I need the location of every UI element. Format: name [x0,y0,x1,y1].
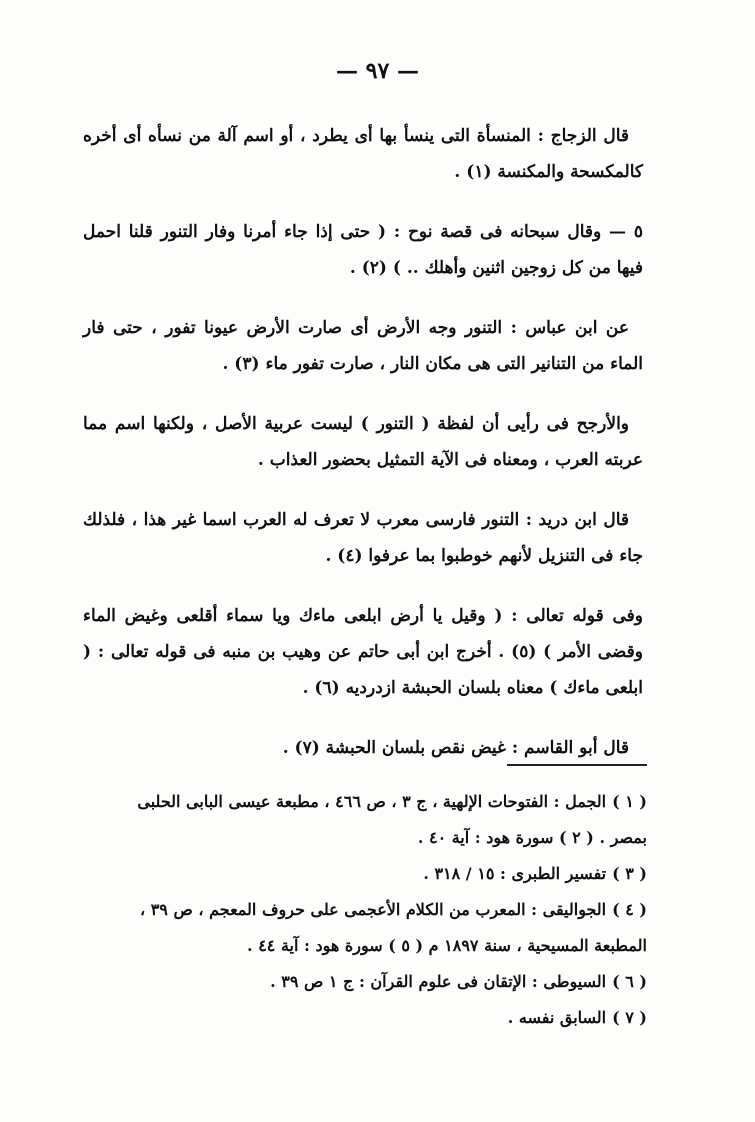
footnote [107,856,647,892]
paragraph: عن ابن عباس : التنور وجه الأرض أى صارت الأرض عيونا تفور ، حتى فار الماء من التنانير التى هى مكان النار ، صارت تفور ماء (٣) . [83,318,643,374]
footnote [107,892,647,964]
footnote-text: الجمل : الفتوحات الإلهية ، ج ٣ ، ص ٤٦٦ ، مطبعة عيسى البابى الحلبى بمصر . ( ٢ ) سورة هود : آية ٤٠ . [137,792,647,847]
body-text [83,118,643,766]
footnote [107,964,647,1000]
paragraph: والأرجح فى رأيى أن لفظة ( التنور ) ليست عربية الأصل ، ولكنها اسم مما عربته العرب ، ومعناه فى الآية التمثيل بحضور العذاب . [83,414,643,470]
footnote-separator [507,764,647,766]
paragraph: قال أبو القاسم : غيض نقص بلسان الحبشة (٧) . [282,738,629,758]
footnote-number: ( ٤ ) [612,900,647,919]
footnote-text: السيوطى : الإتقان فى علوم القرآن : ج ١ ص ٣٩ . [270,972,607,991]
footnote-number: ( ١ ) [612,792,647,811]
footnote-number: ( ٣ ) [612,864,647,883]
paragraph: وفى قوله تعالى : ( وقيل يا أرض ابلعى ماءك ويا سماء أقلعى وغيض الماء وقضى الأمر ) (٥) . أخرج ابن أبى حاتم عن وهيب بن منبه فى قوله تعالى : ( ابلعى ماءك ) معناه بلسان الحبشة ازدرديه (٦) . [83,606,644,698]
footnote-text: تفسير الطبرى : ١٥ / ٣١٨ . [423,864,607,883]
page-number: — ٩٧ — [336,58,419,84]
footnote-number: ( ٦ ) [612,972,647,991]
footnote [107,784,647,856]
footnote-text: السابق نفسه . [507,1008,607,1027]
footnotes [107,784,647,1036]
footnote-number: ( ٧ ) [612,1008,647,1027]
paragraph: ٥ — وقال سبحانه فى قصة نوح : ( حتى إذا جاء أمرنا وفار التنور قلنا احمل فيها من كل زوجين اثنين وأهلك .. ) (٢) . [83,222,643,278]
footnote [107,1000,647,1036]
paragraph: قال ابن دريد : التنور فارسى معرب لا تعرف له العرب اسما غير هذا ، فلذلك جاء فى التنزيل لأنهم خوطبوا بما عرفوا (٤) . [83,510,643,566]
footnote-text: الجواليقى : المعرب من الكلام الأعجمى على حروف المعجم ، ص ٣٩ ، المطبعة المسيحية ، سنة ١٨٩٧ م ( ٥ ) سورة هود : آية ٤٤ . [139,900,647,955]
paragraph: قال الزجاج : المنسأة التى ينسأ بها أى يطرد ، أو اسم آلة من نسأه أى أخره كالمكسحة والمكنسة (١) . [83,126,643,182]
